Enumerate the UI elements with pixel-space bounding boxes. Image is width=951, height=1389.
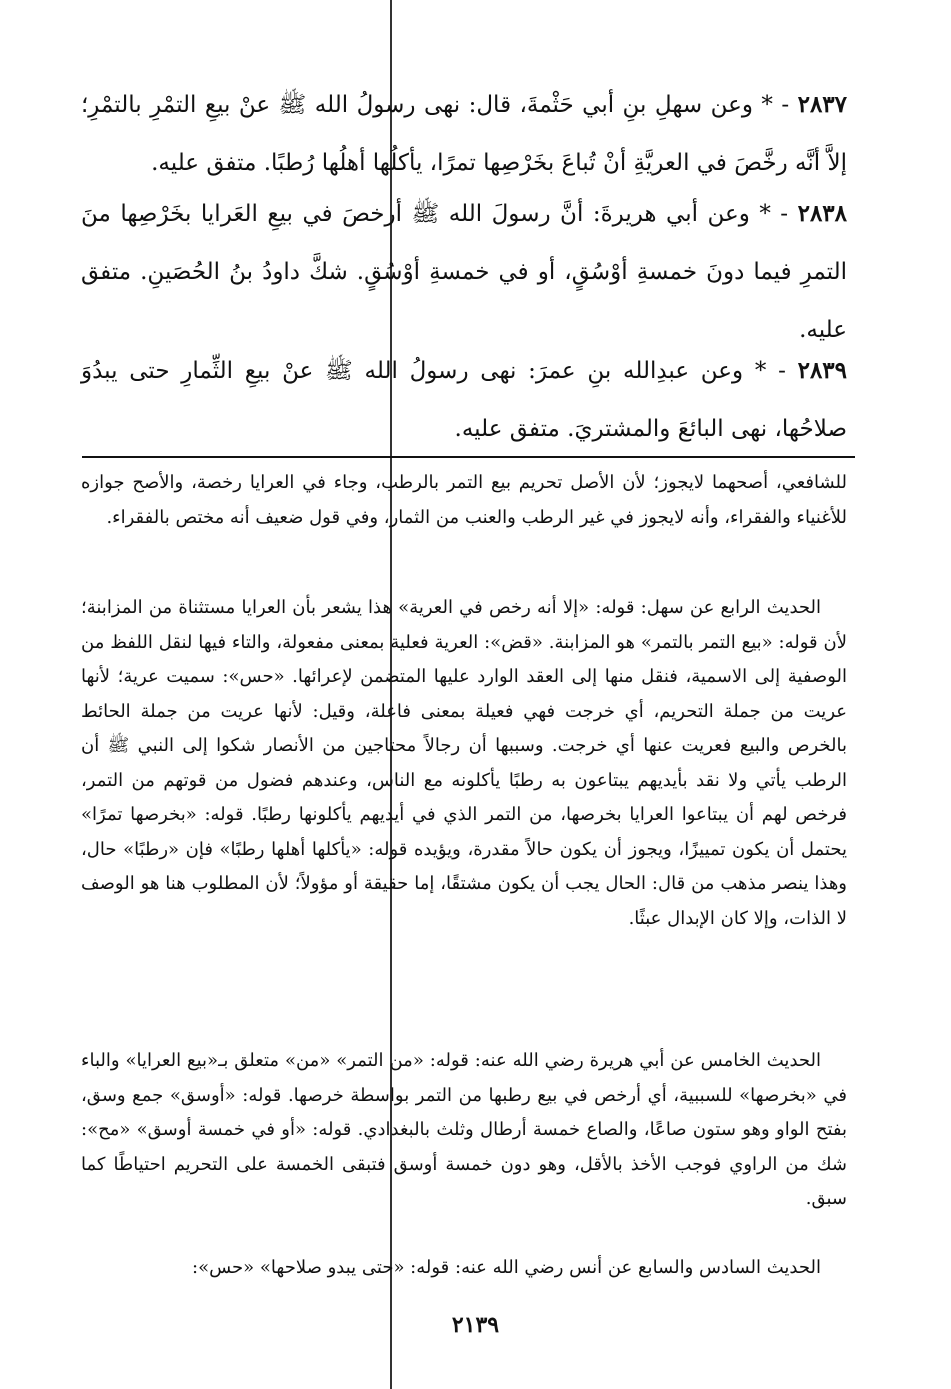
hadith-text: - * وعن أبي هريرةَ: أنَّ رسولَ الله ﷺ أرخصَ في بيعِ العَرايا بخَرْصِها منَ التمرِ فيما دونَ خمسةِ أوْسُقٍ، أو في خمسةِ أوْسُقٍ. شكَّ داودُ بنُ الحُصَينِ. متفق عليه. — [81, 201, 847, 343]
commentary-paragraph: الحديث الرابع عن سهل: قوله: «إلا أنه رخص في العرية» هذا يشعر بأن العرايا مستثناة من المزابنة؛ لأن قوله: «بيع التمر بالتمر» هو المزابنة. «قض»: العرية فعلية بمعنى مفعولة، والتاء فيها لنقل اللفظ من الوصفية إلى الاسمية، فنقل منها إلى العقد الوارد عليها المتضمن لإعرائها. «حس»: سميت عرية؛ لأنها عريت من جملة التحريم، أي خرجت فهي فعيلة بمعنى فاعلة، وقيل: لأنها عريت من جملة الحائط بالخرص والبيع فعريت عنها أي خرجت. وسببها أن رجالاً محتاجين من الأنصار شكوا إلى النبي ﷺ أن الرطب يأتي ولا نقد بأيديهم يبتاعون به رطبًا يأكلونه مع الناس، وعندهم فضول من قوتهم من التمر، فرخص لهم أن يبتاعوا العرايا بخرصها، من التمر الذي في أيديهم يأكلونها رطبًا. قوله: «بخرصها تمرًا» يحتمل أن يكون تمييزًا، ويجوز أن يكون حالاً مقدرة، ويؤيده قوله: «يأكلها أهلها رطبًا» فإن «رطبًا» حال، وهذا ينصر مذهب من قال: الحال يجب أن يكون مشتقًا، إما حقيقة أو مؤولاً؛ لأن المطلوب هنا هو الوصف لا الذات، وإلا كان الإبدال عبثًا. — [81, 597, 847, 929]
hadith-2839 — [81, 342, 847, 458]
section-divider — [82, 456, 855, 458]
hadith-number: ٢٨٣٩ — [797, 357, 848, 384]
hadith-number: ٢٨٣٧ — [797, 91, 848, 118]
hadith-number: ٢٨٣٨ — [797, 200, 848, 227]
commentary-paragraph: الحديث الخامس عن أبي هريرة رضي الله عنه: قوله: «من التمر» «من» متعلق بـ«بيع العرايا» والباء في «بخرصها» للسببية، أي أرخص في بيع رطبها من التمر بواسطة خرصها. قوله: «أوسق» جمع وسق، بفتح الواو وهو ستون صاعًا، والصاع خمسة أرطال وثلث بالبغدادي. قوله: «أو في خمسة أوسق» «مح»: شك من الراوي فوجب الأخذ بالأقل، وهو دون خمسة أوسق فتبقى الخمسة على التحريم احتياطًا كما سبق. — [81, 1050, 847, 1209]
hadith-2837 — [81, 76, 847, 192]
hadith-text: - * وعن عبدِالله بنِ عمرَ: نهى رسولُ الله ﷺ عنْ بيعِ الثِّمارِ حتى يبدُوَ صلاحُها، نهى البائعَ والمشتريَ. متفق عليه. — [81, 358, 847, 442]
hadith-2838 — [81, 185, 847, 359]
commentary-paragraph: الحديث السادس والسابع عن أنس رضي الله عنه: قوله: «حتى يبدو صلاحها» «حس»: — [192, 1257, 821, 1278]
commentary-paragraph: للشافعي، أصحهما لايجوز؛ لأن الأصل تحريم بيع التمر بالرطب، وجاء في العرايا رخصة، والأصح جوازه للأغنياء والفقراء، وأنه لايجوز في غير الرطب والعنب من الثمار، وفي قول ضعيف أنه مختص بالفقراء. — [81, 472, 847, 528]
page-number: ٢١٣٩ — [451, 1312, 500, 1338]
hadith-text: - * وعن سهلِ بنِ أبي حَثْمةَ، قال: نهى رسولُ الله ﷺ عنْ بيعِ التمْرِ بالتمْرِ؛ إلاَّ أنَّه رخَّصَ في العريَّةِ أنْ تُباعَ بخَرْصِها تمرًا، يأكلُها أهلُها رُطبًا. متفق عليه. — [81, 92, 847, 176]
